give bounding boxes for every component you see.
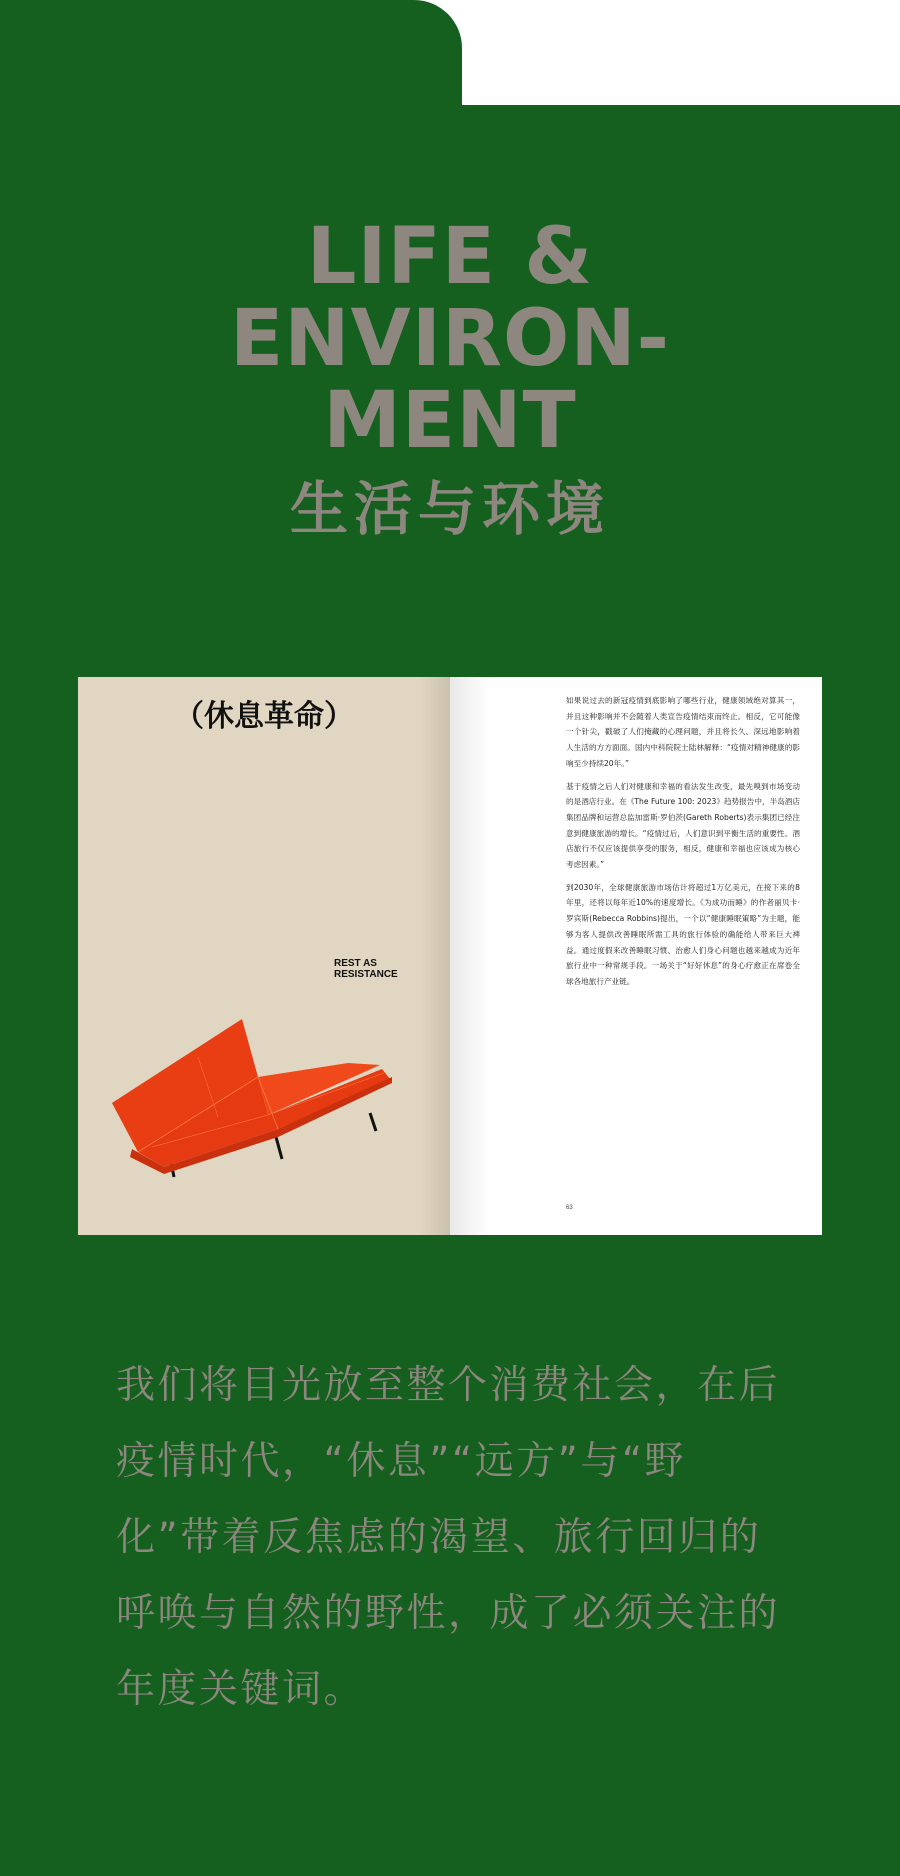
rest-label-line-2: RESISTANCE: [334, 969, 398, 980]
caption-text: 我们将目光放至整个消费社会，在后疫情时代，“休息”“远方”与“野化”带着反焦虑的渴望、旅行回归的呼唤与自然的野性，成了必须关注的年度关键词。: [116, 1363, 781, 1712]
article-paragraph-1: 如果说过去的新冠疫情到底影响了哪些行业，健康领域绝对算其一，并且这种影响并不会随着人类宣告疫情结束而终止。相反，它可能像一个针尖，戳破了人们掩藏的心理问题，并且将长久、深远地影响着人生活的方方面面。国内中科院院士陆林解释：“疫情对精神健康的影响至少持续20年。”: [566, 696, 800, 768]
title-line-2: ENVIRON-: [230, 294, 670, 384]
article-paragraph-3: 到2030年，全球健康旅游市场估计将超过1万亿美元，在接下来的8年里，还将以每年近10%的速度增长。《为成功而睡》的作者丽贝卡·罗宾斯(Rebecca Robbins)提出，一个以“健康睡眠策略”为主题，能够为客人提供改善睡眠所需工具的旅行体验的确能给人带来巨大裨益。通过度假来改善睡眠习惯、治愈人们身心问题也越来越成为近年旅行业中一种常规手段。一场关于“好好休息”的身心疗愈正在席卷全球各地旅行产业链。: [566, 882, 800, 986]
page-number: 63: [566, 1205, 573, 1211]
section-title-cn: 生活与环境: [289, 475, 610, 543]
book-left-page: [78, 677, 450, 1235]
title-line-3: MENT: [323, 376, 577, 466]
book-right-page: [450, 677, 822, 1235]
orange-sofa-icon: [108, 1017, 408, 1187]
left-page-gutter-shadow: [420, 677, 450, 1235]
article-body: [566, 693, 800, 997]
chapter-title: （休息革命）: [174, 699, 354, 734]
rest-label-line-1: REST AS: [334, 958, 377, 969]
rest-as-resistance-label: [334, 958, 398, 980]
title-line-1: LIFE &: [306, 212, 594, 302]
right-page-gutter-shadow: [450, 677, 490, 1235]
section-title-en: [0, 212, 900, 466]
article-paragraph-2: 基于疫情之后人们对健康和幸福的看法发生改变，最先嗅到市场变动的是酒店行业。在《The Future 100: 2023》趋势报告中，半岛酒店集团品牌和运营总监加雷斯·罗伯茨(Gareth Roberts)表示集团已经注意到健康旅游的增长。“疫情过后，人们意识到平衡生活的重要性。酒店旅行不仅应该提供享受的服务，相反，健康和幸福也应该成为核心考虑因素。”: [566, 781, 800, 870]
book-spread: [78, 677, 822, 1235]
